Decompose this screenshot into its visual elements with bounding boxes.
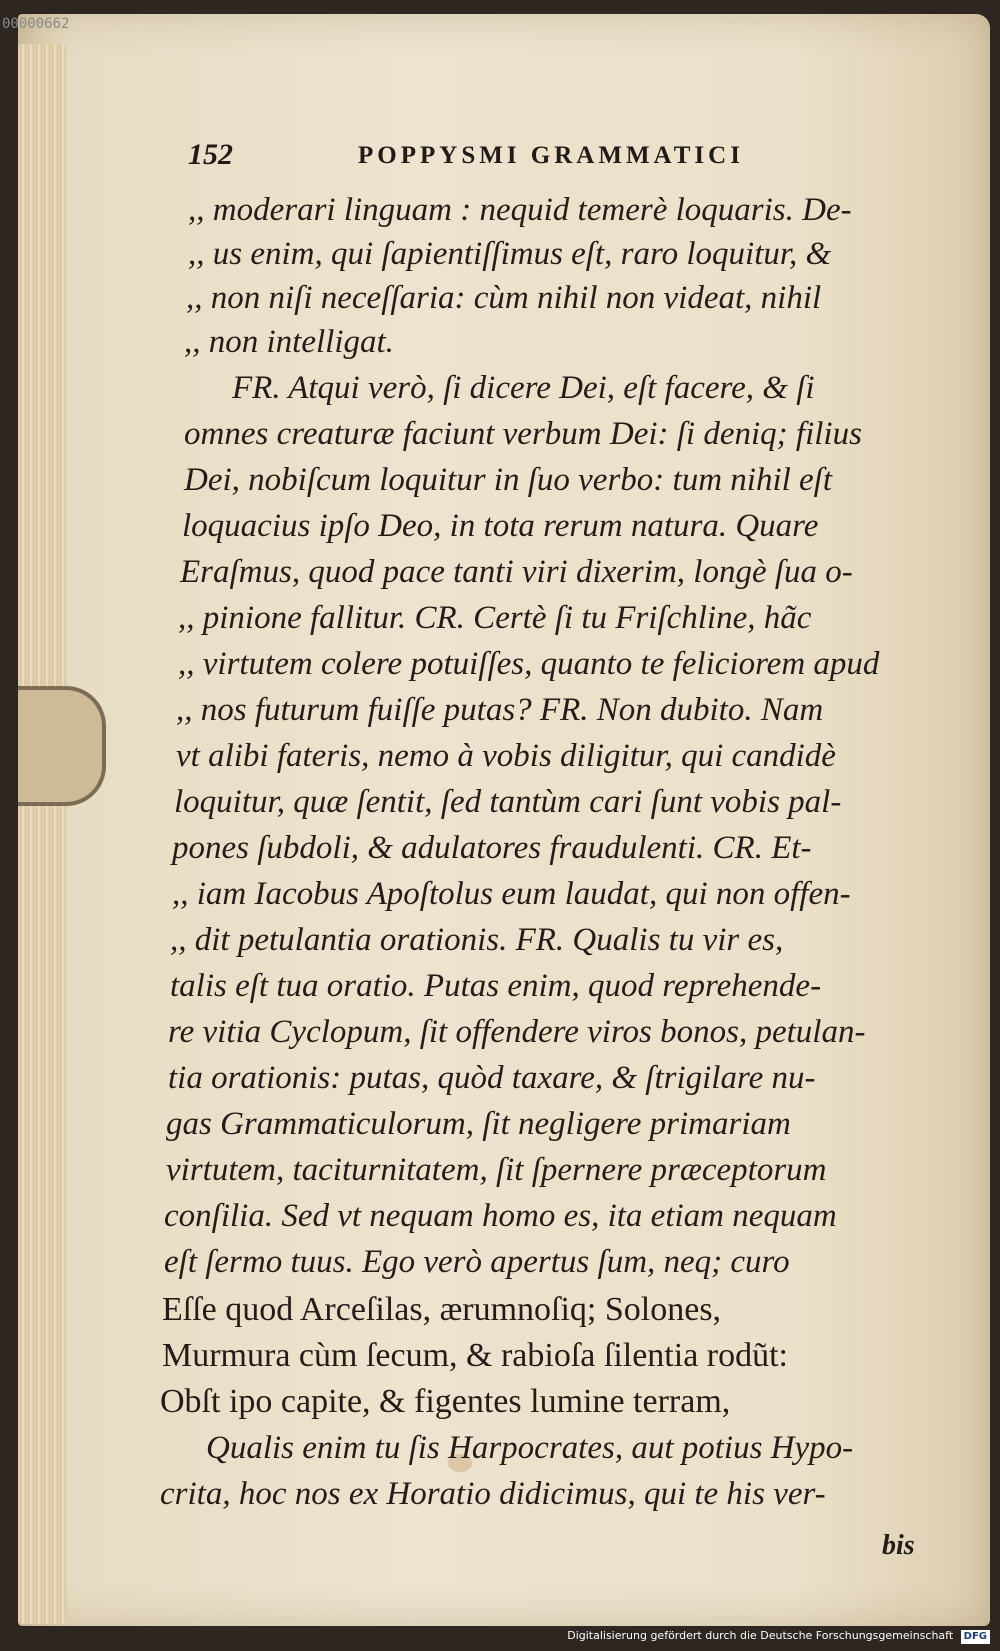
bookmark-tab <box>18 686 106 806</box>
running-title: POPPYSMI GRAMMATICI <box>358 142 744 169</box>
dfg-logo: DFG <box>961 1630 990 1644</box>
verse-line: Murmura cùm ſecum, & rabioſa ſilentia rodũt: <box>162 1337 788 1374</box>
text-line: virtutem, taciturnitatem, ſit ſpernere præceptorum <box>166 1152 827 1188</box>
text-line: ,, dit petulantia orationis. FR. Qualis tu vir es, <box>170 922 784 958</box>
text-line: eſt ſermo tuus. Ego verò apertus ſum, neq; curo <box>164 1244 790 1280</box>
text-line: ,, non niſi neceſſaria: cùm nihil non videat, nihil <box>186 280 822 316</box>
text-line: conſilia. Sed vt nequam homo es, ita etiam nequam <box>164 1198 837 1234</box>
text-line: crita, hoc nos ex Horatio didicimus, qui te his ver- <box>160 1476 826 1512</box>
text-line: talis eſt tua oratio. Putas enim, quod reprehende- <box>170 968 822 1004</box>
text-line: ,, nos futurum fuiſſe putas? FR. Non dubito. Nam <box>176 692 824 728</box>
text-line: ,, us enim, qui ſapientiſſimus eſt, raro loquitur, & <box>188 236 832 272</box>
page-edges <box>18 44 66 1624</box>
text-line: omnes creaturæ faciunt verbum Dei: ſi deniq; filius <box>184 416 862 452</box>
page-number: 152 <box>188 138 233 171</box>
text-line: Qualis enim tu ſis Harpocrates, aut potius Hypo- <box>206 1430 854 1466</box>
digitization-credit <box>563 1627 994 1645</box>
text-line: ,, pinione fallitur. CR. Certè ſi tu Friſchline, hãc <box>178 600 812 636</box>
text-line: ,, virtutem colere potuiſſes, quanto te feliciorem apud <box>178 646 880 682</box>
text-line: ,, non intelligat. <box>184 324 394 360</box>
text-line: Dei, nobiſcum loquitur in ſuo verbo: tum nihil eſt <box>184 462 833 498</box>
verse-line: Obſt ipo capite, & figentes lumine terram, <box>160 1383 731 1420</box>
text-line: Eraſmus, quod pace tanti viri dixerim, longè ſua o- <box>180 554 853 590</box>
credit-text: Digitalisierung gefördert durch die Deutsche Forschungsgemeinschaft <box>567 1629 954 1642</box>
running-head <box>188 138 848 174</box>
text-line: ,, iam Iacobus Apoſtolus eum laudat, qui non offen- <box>172 876 851 912</box>
text-line: pones ſubdoli, & adulatores fraudulenti. CR. Et- <box>172 830 812 866</box>
text-line: tia orationis: putas, quòd taxare, & ſtrigilare nu- <box>168 1060 816 1096</box>
text-line: loquitur, quæ ſentit, ſed tantùm cari ſunt vobis pal- <box>174 784 842 820</box>
text-line: loquacius ipſo Deo, in tota rerum natura. Quare <box>182 508 819 544</box>
verse-line: Eſſe quod Arceſilas, ærumnoſiq; Solones, <box>162 1291 722 1328</box>
text-line: vt alibi fateris, nemo à vobis diligitur, qui candidè <box>176 738 836 774</box>
text-line: re vitia Cyclopum, ſit offendere viros bonos, petulan- <box>168 1014 866 1050</box>
scan-id: 00000662 <box>2 16 70 32</box>
catchword: bis <box>882 1530 915 1561</box>
text-line: FR. Atqui verò, ſi dicere Dei, eſt facere, & ſi <box>232 370 815 406</box>
text-line: gas Grammaticulorum, ſit negligere primariam <box>166 1106 791 1142</box>
text-line: ,, moderari linguam : nequid temerè loquaris. De- <box>188 192 852 228</box>
